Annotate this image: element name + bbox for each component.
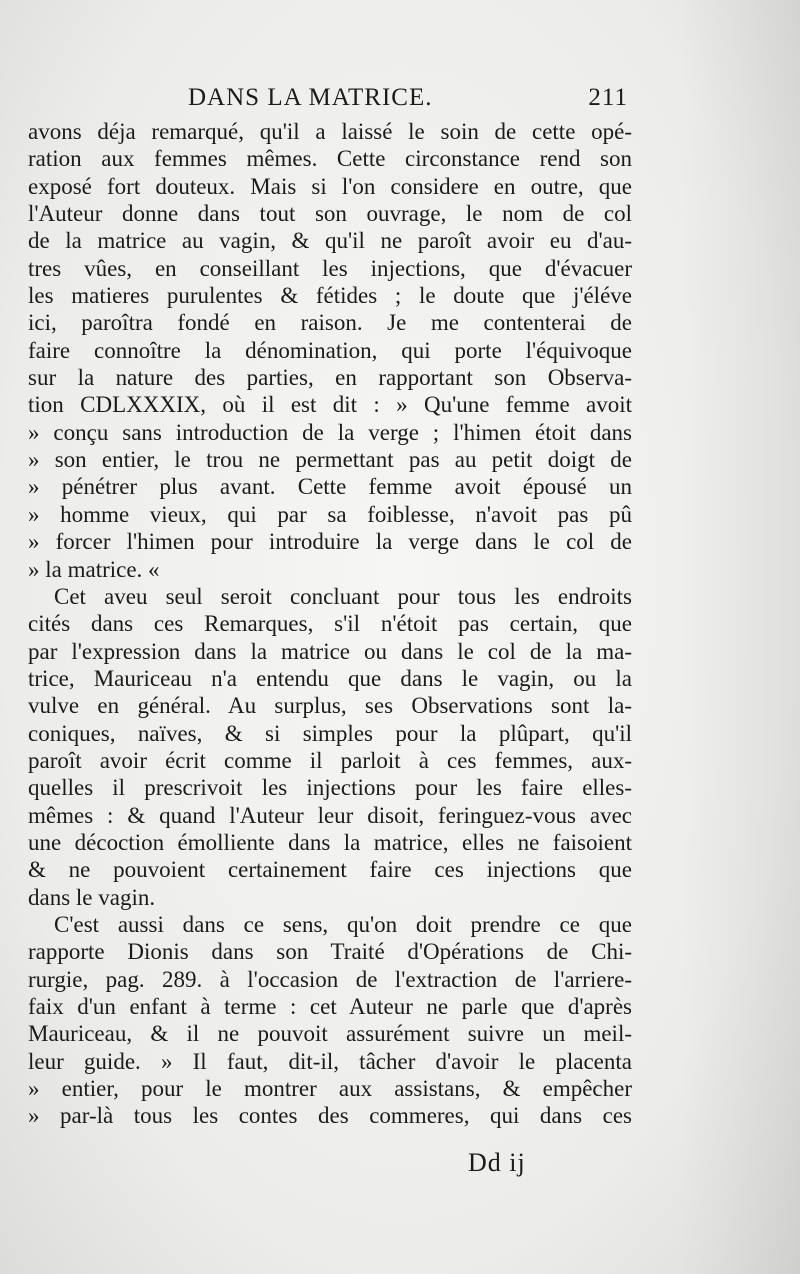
quote-line: » homme vieux, qui par sa foiblesse, n'avoit pas pû [28,501,632,527]
quote-line: » forcer l'himen pour introduire la verge dans le col de [28,529,632,555]
text-line: les matieres purulentes & fétides ; le doute que j'éléve [28,283,632,309]
quote-line: » la matrice. « [28,556,160,582]
text-line: tres vûes, en conseillant les injections, que d'évacuer [28,255,632,281]
text-line: avons déja remarqué, qu'il a laissé le soin de cette opé- [28,119,632,144]
text-line: exposé fort douteux. Mais si l'on considere en outre, que [28,173,632,199]
text-line: paroît avoir écrit comme il parloit à ces femmes, aux- [28,747,632,773]
quote-line: » entier, pour le montrer aux assistans, & empêcher [28,1076,632,1102]
text-line: & ne pouvoient certainement faire ces injections que [28,857,632,883]
text-line: tion CDLXXXIX, où il est dit : » Qu'une femme avoit [28,392,632,418]
text-line: dans le vagin. [28,884,156,910]
text-line: faix d'un enfant à terme : cet Auteur ne parle que d'après [28,994,632,1019]
paragraph-start-line: Cet aveu seul seroit concluant pour tous les endroits [54,583,632,609]
text-line: une décoction émolliente dans la matrice, elles ne faisoient [28,829,632,855]
page-edge-shadow [680,0,800,1274]
paragraph-start-line: C'est aussi dans ce sens, qu'on doit prendre ce que [54,911,632,937]
quote-line: » pénétrer plus avant. Cette femme avoit épousé un [28,474,632,500]
text-line: leur guide. » Il faut, dit-il, tâcher d'avoir le placenta [28,1048,632,1074]
text-line: Mauriceau, & il ne pouvoit assurément suivre un meil- [28,1021,632,1047]
text-line: vulve en général. Au surplus, ses Observations sont la- [28,693,632,719]
text-line: de la matrice au vagin, & qu'il ne paroît avoir eu d'au- [28,228,632,254]
text-line: rapporte Dionis dans son Traité d'Opérations de Chi- [28,939,632,965]
running-title: DANS LA MATRICE. [188,84,433,111]
text-line: coniques, naïves, & si simples pour la plûpart, qu'il [28,720,632,746]
signature-mark: Dd ij [468,1148,526,1177]
text-line: trice, Mauriceau n'a entendu que dans le vagin, ou la [28,665,632,691]
quote-line: » par-là tous les contes des commeres, qui dans ces [28,1103,632,1129]
text-line: par l'expression dans la matrice ou dans le col de la ma- [28,638,632,664]
text-line: cités dans ces Remarques, s'il n'étoit pas certain, que [28,611,632,637]
running-head [188,84,628,120]
text-line: l'Auteur donne dans tout son ouvrage, le nom de col [28,201,632,227]
text-line: sur la nature des parties, en rapportant son Observa- [28,365,632,391]
page-number: 211 [588,84,628,111]
text-line: ici, paroîtra fondé en raison. Je me contenterai de [28,310,632,336]
text-line: ration aux femmes mêmes. Cette circonstance rend son [28,146,632,172]
text-line: faire connoître la dénomination, qui porte l'équivoque [28,337,632,363]
body-text [28,118,632,1130]
text-line: rurgie, pag. 289. à l'occasion de l'extraction de l'arriere- [28,966,632,992]
text-line: mêmes : & quand l'Auteur leur disoit, feringuez-vous avec [28,802,632,828]
text-line: quelles il prescrivoit les injections pour les faire elles- [28,775,632,801]
quote-line: » conçu sans introduction de la verge ; l'himen étoit dans [28,419,632,445]
quote-line: » son entier, le trou ne permettant pas au petit doigt de [28,447,632,473]
